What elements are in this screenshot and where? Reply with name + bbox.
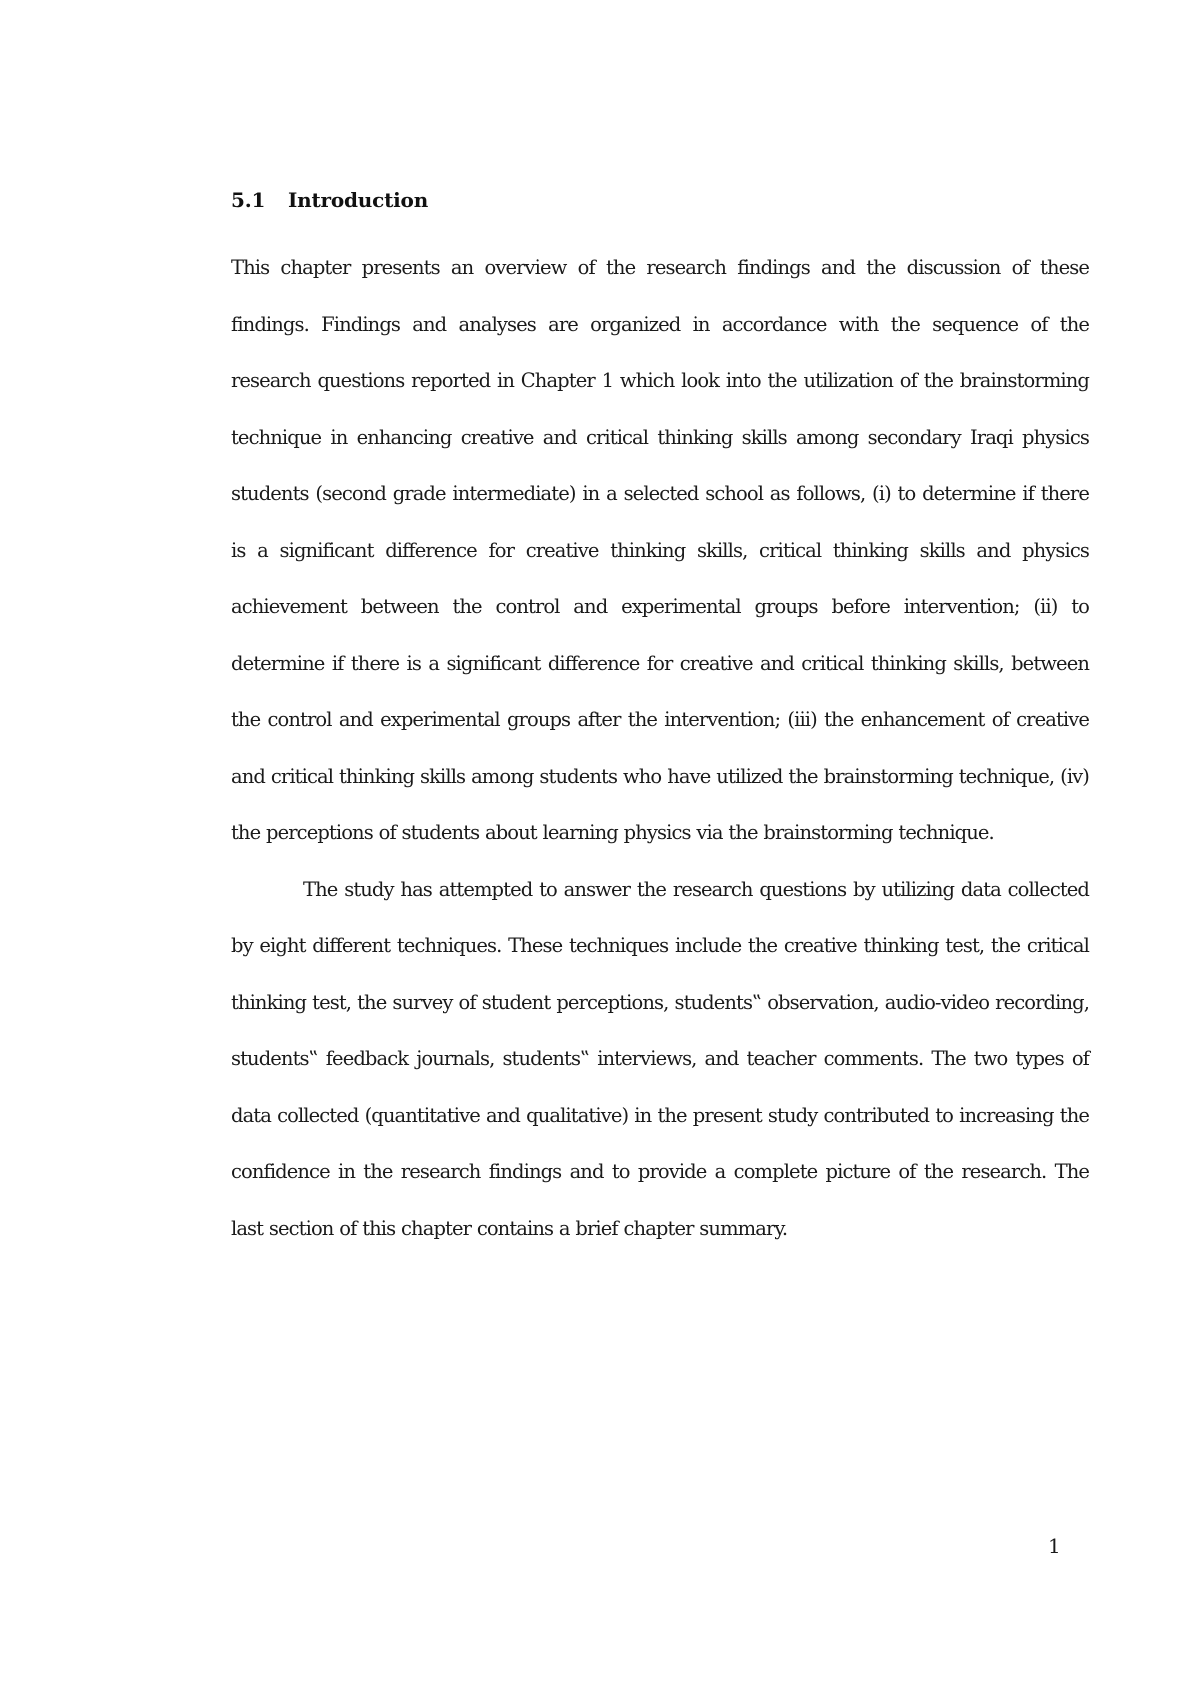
paragraph-1: This chapter presents an overview of the research findings and the discussion of these findings. Findings and analyses are organized in accordance with the sequence of the research questions reported in Chapter 1 which look into the utilization of the brainstorming technique in enhancing creative and critical thinking skills among secondary Iraqi physics students (second grade intermediate) in a selected school as follows, (i) to determine if there is a significant difference for creative thinking skills, critical thinking skills and physics achievement between the control and experimental groups before intervention; (ii) to determine if there is a significant difference for creative and critical thinking skills, between the control and experimental groups after the intervention; (iii) the enhancement of creative and critical thinking skills among students who have utilized the brainstorming technique, (iv) the perceptions of students about learning physics via the brainstorming technique. bbox=[231, 256, 1089, 844]
section-title: Introduction bbox=[288, 188, 429, 212]
section-number: 5.1 bbox=[231, 188, 266, 212]
paragraph-2: The study has attempted to answer the research questions by utilizing data collected by eight different techniques. These techniques include the creative thinking test, the critical thinking test, the survey of student perceptions, students‟ observation, audio-video recording, students‟ feedback journals, students‟ interviews, and teacher comments. The two types of data collected (quantitative and qualitative) in the present study contributed to increasing the confidence in the research findings and to provide a complete picture of the research. The last section of this chapter contains a brief chapter summary. bbox=[231, 877, 1089, 1240]
page-number: 1 bbox=[1048, 1534, 1061, 1558]
page-content bbox=[231, 182, 1089, 1257]
section-heading bbox=[231, 182, 1089, 218]
